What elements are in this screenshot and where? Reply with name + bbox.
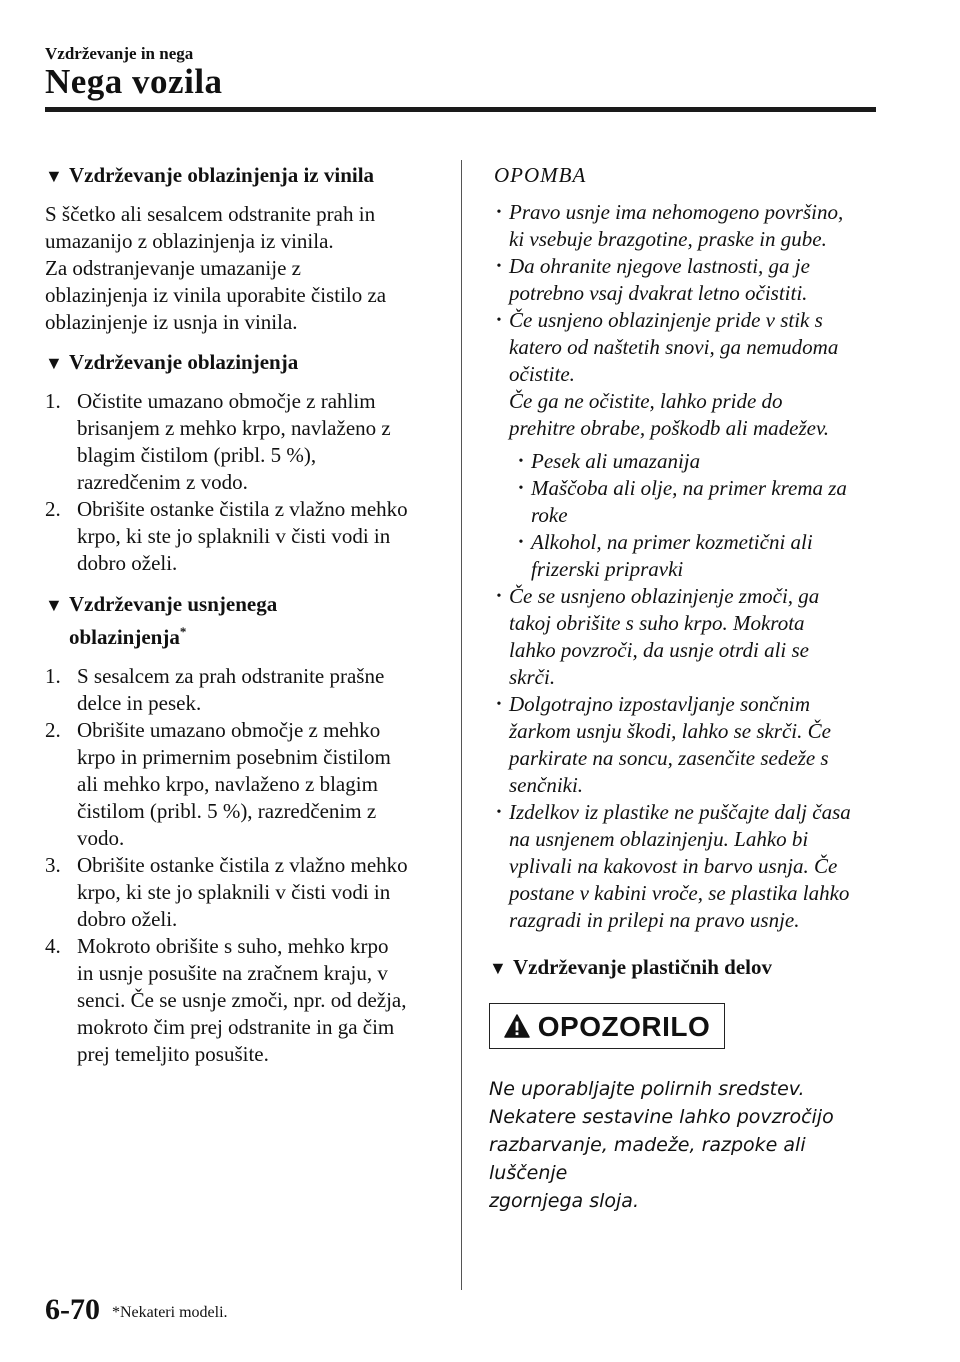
warning-triangle-icon [504, 1014, 530, 1038]
column-divider [461, 160, 462, 1290]
upholstery-steps [45, 388, 440, 577]
right-column [489, 162, 884, 1215]
note-item: • Dolgotrajno izpostavljanje sončnim žarkom usnju škodi, lahko se skrči. Če parkirate na soncu, zasenčite sedeže s senčniki. [489, 691, 884, 799]
warning-label: OPOZORILO [537, 1010, 711, 1042]
left-column [45, 162, 440, 1082]
step-item: 1. S sesalcem za prah odstranite prašne delce in pesek. [45, 664, 385, 715]
footnote: *Nekateri modeli. [112, 1304, 228, 1321]
note-list [489, 199, 884, 934]
note-item: • Pravo usnje ima nehomogeno površino, ki vsebuje brazgotine, praske in gube. [489, 199, 884, 253]
leather-steps [45, 663, 440, 1068]
leather-heading: ▼ Vzdrževanje usnjenega oblazinjenja* [45, 591, 440, 651]
section-breadcrumb: Vzdrževanje in nega [45, 44, 194, 63]
step-item: 1. Očistite umazano območje z rahlim brisanjem z mehko krpo, navlaženo z blagim čistilom (pribl. 5 %), razredčenim z vodo. [45, 389, 391, 494]
bullet-icon: • [496, 259, 502, 274]
sub-note-item: • Pesek ali umazanija [511, 448, 884, 475]
header-divider [45, 107, 876, 112]
triangle-marker-icon: ▼ [489, 958, 507, 978]
sub-note-list [509, 448, 884, 583]
note-item: • Če usnjeno oblazinjenje pride v stik s katero od naštetih snovi, ga nemudoma očistite. Če ga ne očistite, lahko pride do prehitre obrabe, poškodb ali madežev. • Pesek ali umazanija • Maščoba ali olje, na primer krema za roke • Alkohol, na primer kozmetični ali frizerski pripravki [489, 307, 884, 583]
page-title: Nega vozila [45, 62, 223, 101]
vinyl-heading: ▼ Vzdrževanje oblazinjenja iz vinila [45, 162, 440, 189]
warning-text: Ne uporabljajte polirnih sredstev. Nekatere sestavine lahko povzročijo razbarvanje, madeže, razpoke ali luščenje zgornjega sloja. [489, 1078, 834, 1212]
bullet-icon: • [496, 205, 502, 220]
sub-note-item: • Alkohol, na primer kozmetični ali frizerski pripravki [511, 529, 884, 583]
plastic-heading: ▼ Vzdrževanje plastičnih delov [489, 954, 884, 981]
bullet-icon: • [496, 697, 502, 712]
bullet-icon: • [518, 481, 524, 496]
triangle-marker-icon: ▼ [45, 166, 63, 186]
footnote-asterisk: * [179, 624, 187, 639]
page-number: 6-70 [45, 1293, 100, 1326]
note-title: OPOMBA [494, 163, 587, 187]
step-item: 2. Obrišite ostanke čistila z vlažno mehko krpo, ki ste jo splaknili v čisti vodi in dobro oželi. [45, 497, 408, 575]
bullet-icon: • [496, 589, 502, 604]
vinyl-paragraph: S ščetko ali sesalcem odstranite prah in umazanijo z oblazinjenja iz vinila. Za odstranjevanje umazanije z oblazinjenja iz vinila uporabite čistilo za oblazinjenje iz usnja in vinila. [45, 202, 387, 334]
note-item: • Izdelkov iz plastike ne puščajte dalj časa na usnjenem oblazinjenju. Lahko bi vplivali na kakovost in barvo usnja. Če postane v kabini vroče, se plastika lahko razgradi in prilepi na pravo usnje. [489, 799, 884, 934]
triangle-marker-icon: ▼ [45, 595, 63, 615]
upholstery-heading: ▼ Vzdrževanje oblazinjenja [45, 349, 440, 376]
step-item: 2. Obrišite umazano območje z mehko krpo in primernim posebnim čistilom ali mehko krpo, navlaženo z blagim čistilom (pribl. 5 %), razredčenim z vodo. [45, 718, 391, 850]
bullet-icon: • [496, 805, 502, 820]
sub-note-item: • Maščoba ali olje, na primer krema za roke [511, 475, 884, 529]
note-item: • Da ohranite njegove lastnosti, ga je potrebno vsaj dvakrat letno očistiti. [489, 253, 884, 307]
triangle-marker-icon: ▼ [45, 353, 63, 373]
step-item: 3. Obrišite ostanke čistila z vlažno mehko krpo, ki ste jo splaknili v čisti vodi in dobro oželi. [45, 853, 408, 931]
bullet-icon: • [518, 535, 524, 550]
warning-box [489, 1003, 725, 1049]
bullet-icon: • [496, 313, 502, 328]
note-item: • Če se usnjeno oblazinjenje zmoči, ga takoj obrišite s suho krpo. Mokrota lahko povzroči, da usnje otrdi ali se skrči. [489, 583, 884, 691]
bullet-icon: • [518, 454, 524, 469]
step-item: 4. Mokroto obrišite s suho, mehko krpo in usnje posušite na zračnem kraju, v senci. Če se usnje zmoči, npr. od dežja, mokroto čim prej odstranite in ga čim prej temeljito posušite. [45, 934, 407, 1066]
